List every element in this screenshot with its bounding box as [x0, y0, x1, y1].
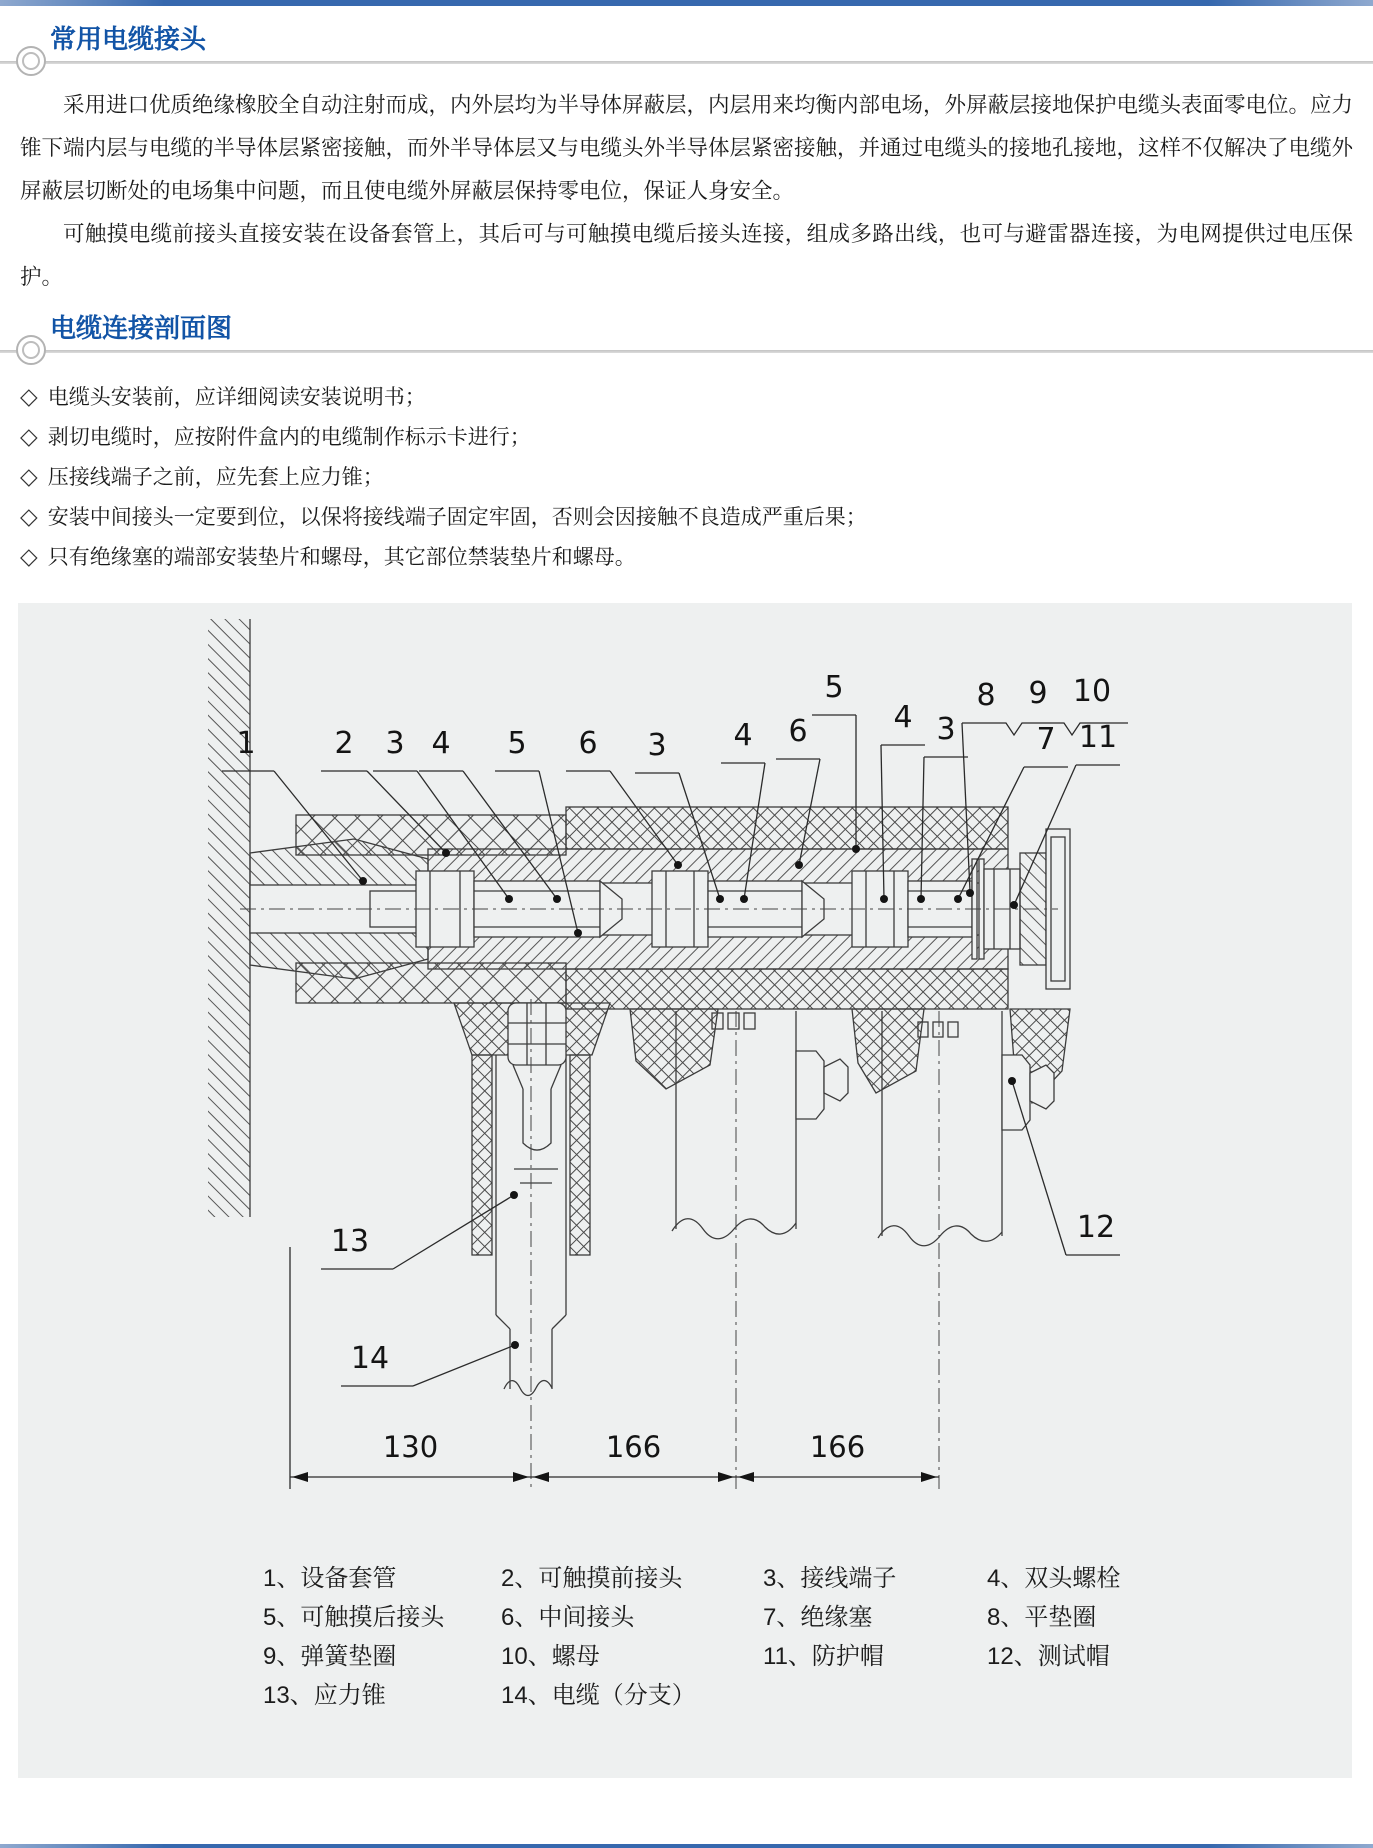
callout-dot [505, 895, 513, 903]
callout-dot [674, 861, 682, 869]
callout-number: 4 [733, 718, 753, 753]
diamond-bullet-icon: ◇ [20, 543, 38, 569]
section-rule [0, 350, 1373, 353]
callout-leader [1012, 1081, 1066, 1255]
diamond-bullet-icon: ◇ [20, 423, 38, 449]
callout-dot [740, 895, 748, 903]
ring-ornament-icon [16, 335, 46, 365]
callout-number: 6 [788, 714, 808, 749]
diamond-bullet-icon: ◇ [20, 383, 38, 409]
rubber-band-bottom-right [566, 969, 1008, 1009]
diagram-panel [18, 603, 1352, 1778]
callout-dot [716, 895, 724, 903]
section-title: 电缆连接剖面图 [50, 313, 233, 343]
legend-item: 6、中间接头 [501, 1604, 635, 1631]
parts-legend [263, 1566, 1352, 1709]
section-rule [0, 61, 1373, 64]
rubber-band-bottom-left [296, 963, 566, 1003]
legend-item: 13、应力锥 [263, 1682, 386, 1709]
callout-dot [359, 877, 367, 885]
cross-section-drawing [18, 603, 1352, 1560]
callout-number: 5 [507, 726, 527, 761]
diamond-bullet-icon: ◇ [20, 463, 38, 489]
callout-number: 4 [893, 700, 913, 735]
legend-item: 12、测试帽 [987, 1643, 1110, 1670]
legend-item: 4、双头螺栓 [987, 1565, 1121, 1592]
callout-number: 14 [350, 1341, 390, 1376]
callout-dot [442, 849, 450, 857]
molded-wedge-2 [852, 1009, 924, 1093]
stress-cone-band-right [570, 1055, 590, 1255]
legend-item: 9、弹簧垫圈 [263, 1643, 397, 1670]
paragraph: 采用进口优质绝缘橡胶全自动注射而成，内外层均为半导体屏蔽层，内层用来均衡内部电场，外屏蔽层接地保护电缆头表面零电位。应力锥下端内层与电缆的半导体层紧密接触，而外半导体层又与电缆头外半导体层紧密接触，并通过电缆头的接地孔接地，这样不仅解决了电缆外屏蔽层切断处的电场集中问题，而且使电缆外屏蔽层保持零电位，保证人身安全。 [20, 93, 1354, 203]
legend-item: 1、设备套管 [263, 1565, 397, 1592]
callout-dot [852, 845, 860, 853]
callout-number: 9 [1028, 676, 1048, 711]
bullet-text: 剥切电缆时，应按附件盒内的电缆制作标示卡进行； [47, 426, 531, 449]
diamond-bullet-icon: ◇ [20, 503, 38, 529]
callout-number: 12 [1076, 1210, 1116, 1245]
bullet-text: 压接线端子之前，应先套上应力锥； [47, 466, 384, 489]
stress-cone-band-left [472, 1055, 492, 1255]
callout-number: 13 [330, 1224, 370, 1259]
callout-dot [966, 889, 974, 897]
dimension-label: 166 [809, 1430, 866, 1464]
callout-leader [413, 1345, 515, 1386]
callout-number: 3 [936, 712, 956, 747]
bullet-text: 电缆头安装前，应详细阅读安装说明书； [47, 386, 426, 409]
callout-number: 6 [578, 726, 598, 761]
list-item [20, 537, 1353, 577]
paragraph: 可触摸电缆前接头直接安装在设备套管上，其后可与可触摸电缆后接头连接，组成多路出线，也可与避雷器连接，为电网提供过电压保护。 [20, 222, 1353, 289]
callout-dot [553, 895, 561, 903]
list-item [20, 497, 1353, 537]
legend-item: 10、螺母 [501, 1643, 600, 1670]
ring-ornament-icon [16, 46, 46, 76]
list-item [20, 377, 1353, 417]
callout-dot [1008, 1077, 1016, 1085]
branch-2-fitting-hex [824, 1059, 848, 1101]
legend-item: 14、电缆（分支） [501, 1682, 696, 1709]
list-item [20, 457, 1353, 497]
intro-paragraphs [20, 84, 1353, 299]
test-cap-hex [1030, 1065, 1054, 1109]
callout-dot [917, 895, 925, 903]
section-header-2 [0, 311, 1373, 353]
molded-wedge-1 [630, 1009, 718, 1089]
dimension-label: 130 [382, 1430, 439, 1464]
legend-item: 2、可触摸前接头 [501, 1565, 683, 1592]
callout-dot [574, 929, 582, 937]
top-accent-bar [0, 0, 1373, 6]
callout-dot [510, 1191, 518, 1199]
callout-number: 3 [385, 726, 405, 761]
branch-2-fitting [796, 1051, 824, 1119]
bullet-text: 安装中间接头一定要到位，以保将接线端子固定牢固，否则会因接触不良造成严重后果； [47, 506, 867, 529]
callout-number: 8 [976, 678, 996, 713]
callout-dot [511, 1341, 519, 1349]
callout-number: 2 [334, 726, 354, 761]
legend-item: 3、接线端子 [763, 1565, 897, 1592]
rubber-band-top-right [566, 807, 1008, 849]
callout-number: 5 [824, 670, 844, 705]
instruction-list [0, 377, 1373, 577]
callout-number: 3 [647, 728, 667, 763]
legend-item: 5、可触摸后接头 [263, 1604, 445, 1631]
callout-dot [795, 861, 803, 869]
legend-item: 11、防护帽 [763, 1643, 884, 1670]
page-title: 常用电缆接头 [50, 24, 207, 54]
callout-number: 4 [431, 726, 451, 761]
bottom-accent-bar [0, 1844, 1373, 1848]
callout-number: 11 [1078, 720, 1118, 755]
callout-number: 10 [1072, 674, 1112, 709]
callout-number: 7 [1036, 722, 1056, 757]
dimension-label: 166 [605, 1430, 662, 1464]
callout-dot [880, 895, 888, 903]
list-item [20, 417, 1353, 457]
bullet-text: 只有绝缘塞的端部安装垫片和螺母，其它部位禁装垫片和螺母。 [47, 546, 636, 569]
legend-item: 8、平垫圈 [987, 1604, 1097, 1631]
callout-dot [1010, 901, 1018, 909]
callout-number: 1 [236, 726, 256, 761]
wall-hatch [208, 619, 250, 1217]
legend-item: 7、绝缘塞 [763, 1604, 873, 1631]
section-header-1 [0, 22, 1373, 64]
callout-dot [954, 895, 962, 903]
